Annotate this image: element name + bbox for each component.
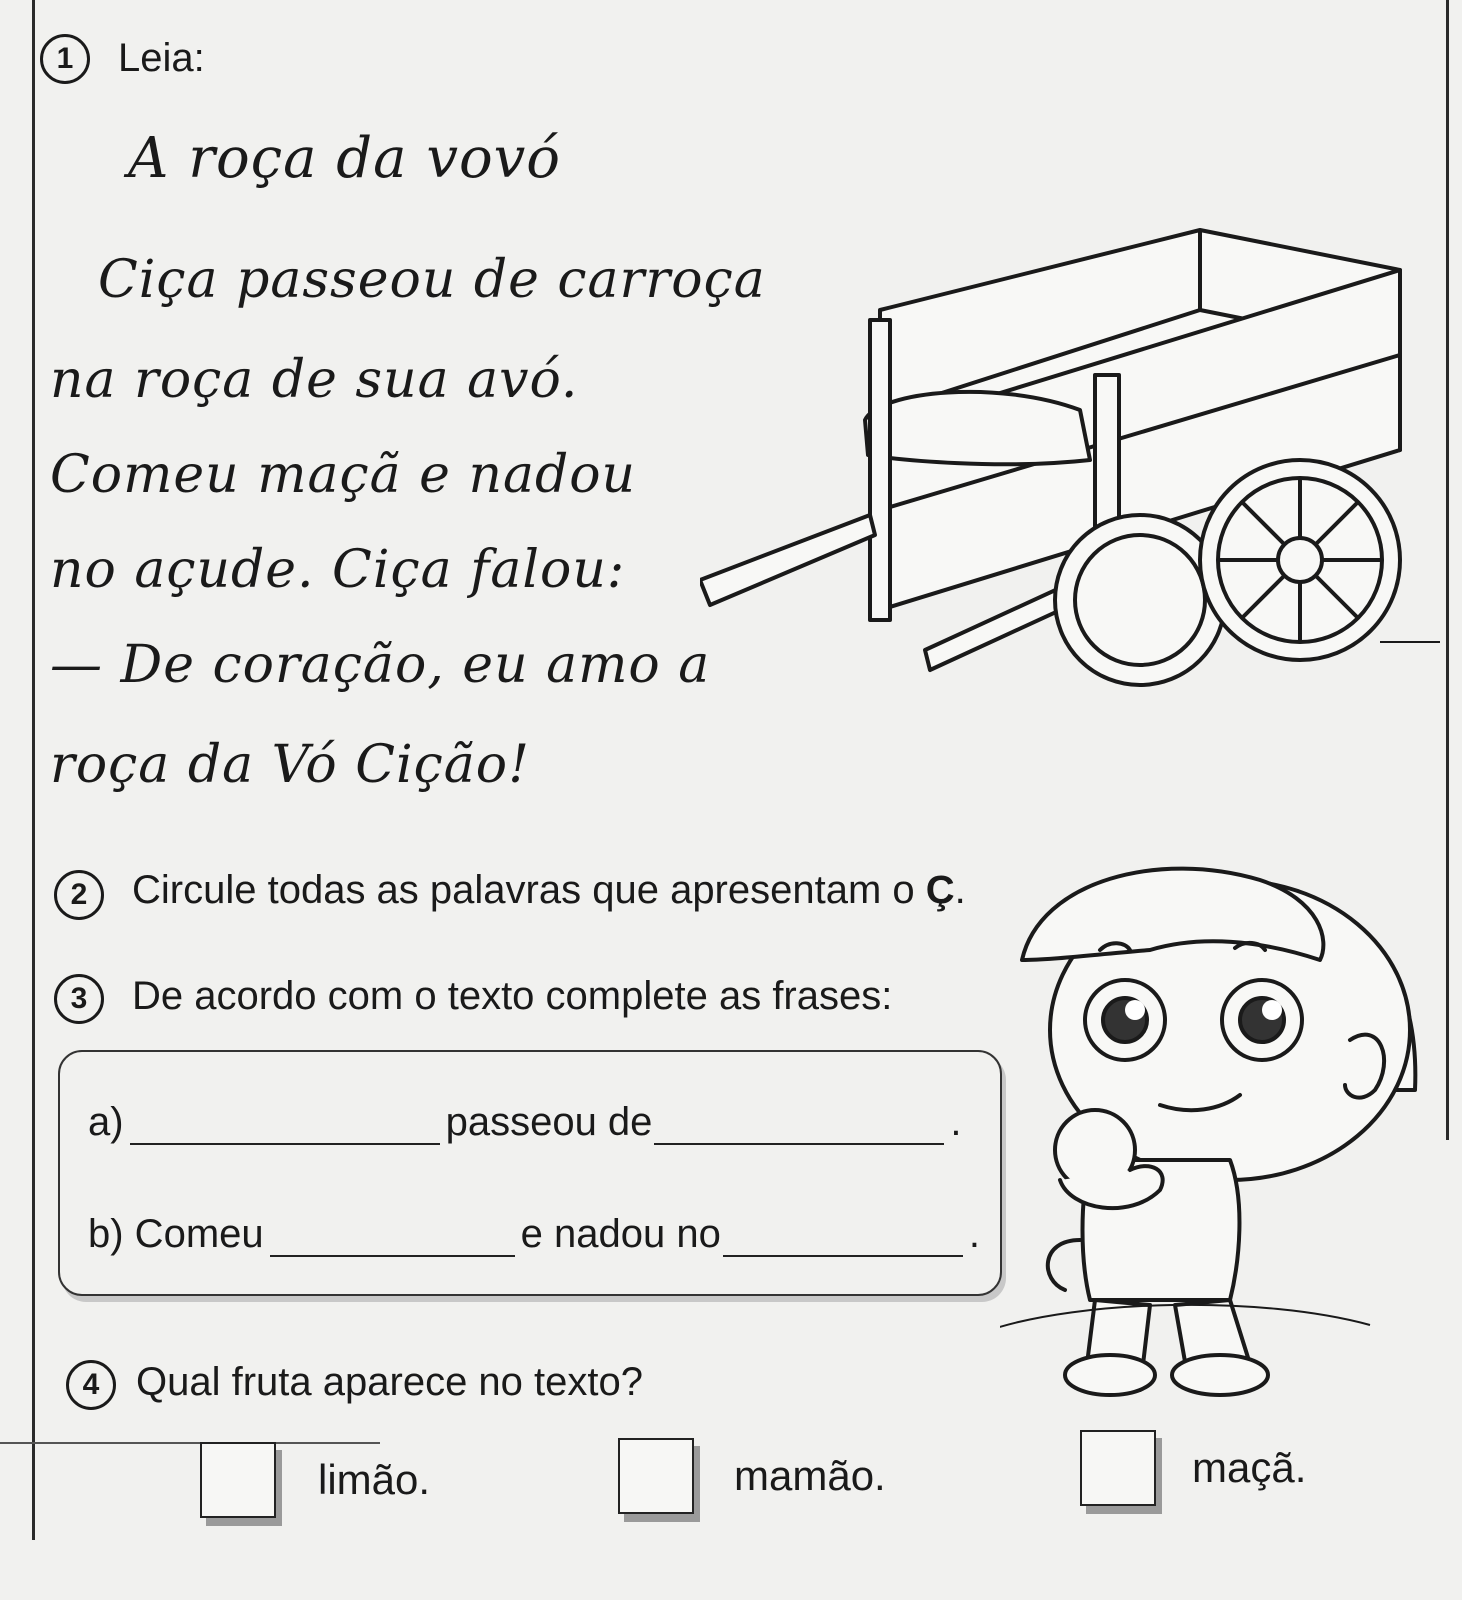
question-1-number: 1 xyxy=(40,34,90,84)
story-title: A roça da vovó xyxy=(128,126,562,191)
story-line-5: — De coração, eu amo a xyxy=(50,635,711,695)
story-line-1: Ciça passeou de carroça xyxy=(98,250,766,310)
option-limao-checkbox[interactable] xyxy=(200,1442,276,1518)
question-3-text: De acordo com o texto complete as frases: xyxy=(132,974,893,1018)
question-2-period: . xyxy=(954,868,966,912)
question-4-number: 4 xyxy=(66,1360,116,1410)
sentence-a xyxy=(88,1100,962,1145)
question-3-number: 3 xyxy=(54,974,104,1024)
story-line-6: roça da Vó Cição! xyxy=(50,735,530,795)
page-border-left xyxy=(32,0,35,1540)
sentence-b-middle: e nadou no xyxy=(520,1212,721,1256)
sentence-b-end: . xyxy=(968,1212,980,1256)
option-mamao-checkbox[interactable] xyxy=(618,1438,694,1514)
question-1-label: Leia: xyxy=(118,36,205,80)
sentence-b xyxy=(88,1212,980,1257)
sentence-a-end: . xyxy=(950,1100,962,1144)
story-line-2: na roça de sua avó. xyxy=(50,350,579,410)
story-line-3: Comeu maçã e nadou xyxy=(50,445,637,505)
divider-line xyxy=(0,1442,380,1444)
page-border-right xyxy=(1446,0,1449,1140)
option-limao-label: limão. xyxy=(318,1456,431,1503)
option-maca-label: maçã. xyxy=(1192,1444,1307,1491)
question-4-text: Qual fruta aparece no texto? xyxy=(136,1360,643,1404)
girl-eating-apple-icon xyxy=(1000,860,1440,1420)
question-2-instruction: Circule todas as palavras que apresentam o xyxy=(132,868,915,912)
answer-box xyxy=(58,1050,1002,1296)
question-2-number: 2 xyxy=(54,870,104,920)
sentence-a-middle: passeou de xyxy=(445,1100,653,1144)
cart-illustration-icon xyxy=(700,220,1440,720)
cedilla-letter: Ç xyxy=(925,868,955,912)
sentence-b-blank-1[interactable] xyxy=(270,1221,515,1257)
question-2-text xyxy=(132,868,966,913)
sentence-b-prefix: b) Comeu xyxy=(88,1212,264,1256)
sentence-a-blank-2[interactable] xyxy=(654,1109,944,1145)
sentence-a-prefix: a) xyxy=(88,1100,124,1144)
option-mamao-label: mamão. xyxy=(734,1452,886,1499)
sentence-b-blank-2[interactable] xyxy=(723,1221,963,1257)
sentence-a-blank-1[interactable] xyxy=(130,1109,440,1145)
story-line-4: no açude. Ciça falou: xyxy=(50,540,626,600)
option-maca-checkbox[interactable] xyxy=(1080,1430,1156,1506)
